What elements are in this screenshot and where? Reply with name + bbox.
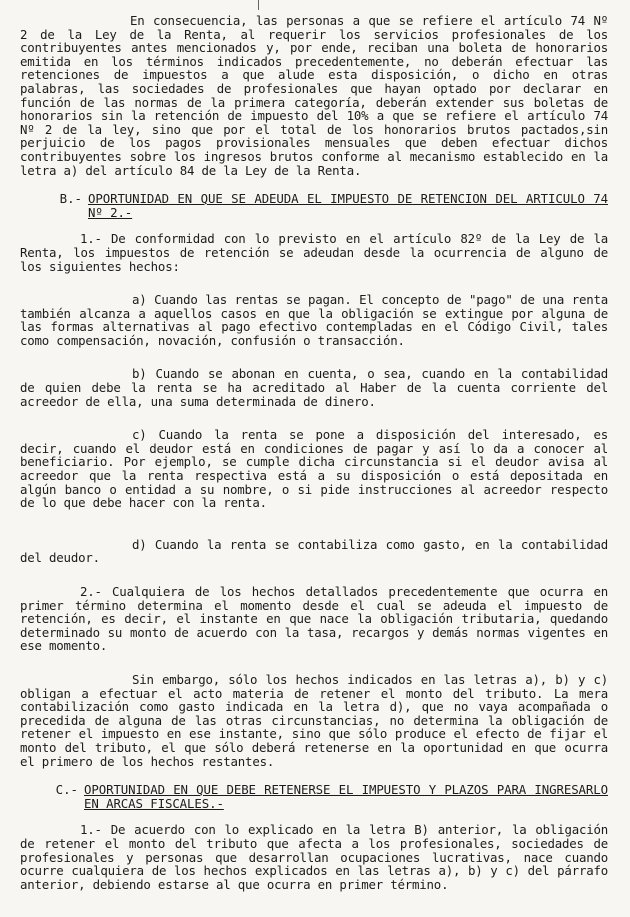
section-b-paragraph-2: 2.- Cualquiera de los hechos detallados precedentemente que ocurra en primer término determina el momento desde el cual se adeuda el impuesto de retención, es decir, el instante en que nace la obligación tributaria, quedando determinado su monto de acuerdo con la tasa, recargos y demás normas vigentes en ese momento. [20, 584, 608, 654]
section-b-item-d: d) Cuando la renta se contabiliza como gasto, en la contabilidad del deudor. [20, 536, 608, 566]
section-b-paragraph-1: 1.- De conformidad con lo previsto en el artículo 82º de la Ley de la Renta, los impuestos de retención se adeudan desde la ocurrencia de alguno de los siguientes hechos: [20, 231, 608, 274]
section-b-item-a: a) Cuando las rentas se pagan. El concepto de "pago" de una renta también alcanza a aquellos casos en que la obligación se extingue por alguna de las formas alternativas al pago efectivo contempladas en el Código Civil, tales como compensación, novación, confusión o transacción. [20, 292, 608, 348]
section-b-item-c: c) Cuando la renta se pone a disposición del interesado, es decir, cuando el deudor está en condiciones de pagar y así lo da a conocer al beneficiario. Por ejemplo, se cumple dicha circunstancia si el deudor avisa al acreedor que la renta respectiva está a su disposición o está depositada en algún banco o entidad a su nombre, o si pide instrucciones al acreedor respecto de lo que debe hacer con la renta. [20, 427, 608, 511]
section-b-title: OPORTUNIDAD EN QUE SE ADEUDA EL IMPUESTO DE RETENCION DEL ARTICULO 74 Nº 2.- [88, 191, 608, 220]
section-c-heading [20, 783, 608, 810]
section-b-letter: B.- [59, 191, 82, 207]
section-c-paragraph-1: 1.- De acuerdo con lo explicado en la letra B) anterior, la obligación de retener el monto del tributo que afecta a los profesionales, sociedades de profesionales y personas que desarrollan ocupaciones lucrativas, nace cuando ocurre cualquiera de los hechos explicados en las letras a), b) y c) del párrafo anterior, debiendo estarse al que ocurra en primer término. [20, 822, 608, 892]
section-c-letter: C.- [55, 782, 78, 798]
scan-mark [258, 0, 259, 10]
section-b-paragraph-3: Sin embargo, sólo los hechos indicados en las letras a), b) y c) obligan a efectuar el acto materia de retener el monto del tributo. La mera contabilización como gasto indicada en la letra d), que no vaya acompañada o precedida de alguna de las otras circunstancias, no determina la obligación de retener el impuesto en ese instante, sino que sólo produce el efecto de fijar el monto del tributo, el que sólo deberá retenerse en la oportunidad en que ocurra el primero de los hechos restantes. [20, 671, 608, 769]
intro-paragraph: En consecuencia, las personas a que se refiere el artículo 74 Nº 2 de la Ley de la Renta, al requerir los servicios profesionales de los contribuyentes antes mencionados y, por ende, reciban una boleta de honorarios emitida en los términos indicados precedentemente, no deberán efectuar las retenciones de impuestos a que alude esta disposición, o dicho en otras palabras, las sociedades de profesionales que hayan optado por declarar en función de las normas de la primera categoría, deberán extender sus boletas de honorarios sin la retención de impuesto del 10% a que se refiere el artículo 74 Nº 2 de la ley, sino que por el total de los honorarios brutos pactados,sin perjuicio de los pagos provisionales mensuales que deben efectuar dichos contribuyentes sobre los ingresos brutos conforme al mecanismo establecido en la letra a) del artículo 84 de la Ley de la Renta. [20, 13, 608, 178]
section-b-item-b: b) Cuando se abonan en cuenta, o sea, cuando en la contabilidad de quien debe la renta se ha acreditado al Haber de la cuenta corriente del acreedor de ella, una suma determinada de dinero. [20, 366, 608, 409]
section-b-heading [20, 192, 608, 219]
section-c-title: OPORTUNIDAD EN QUE DEBE RETENERSE EL IMPUESTO Y PLAZOS PARA INGRESARLO EN ARCAS FISCALES.- [84, 782, 608, 811]
